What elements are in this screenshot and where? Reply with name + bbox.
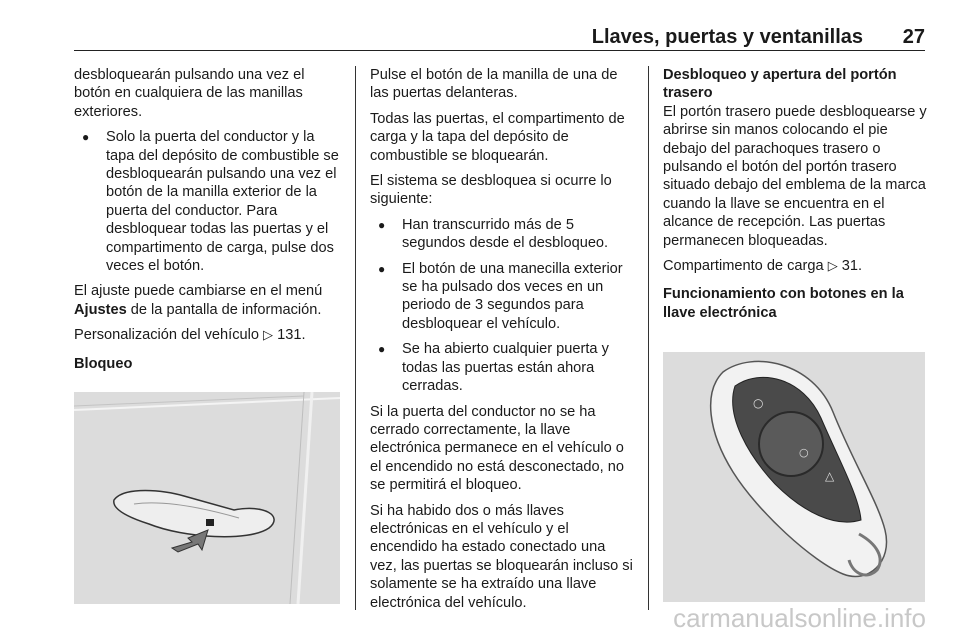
column-1: [74, 66, 342, 380]
column-3: [663, 66, 927, 329]
svg-text:○: ○: [753, 396, 764, 410]
electronic-key-illustration: [663, 352, 925, 602]
paragraph: El portón trasero puede desbloquearse y abrirse sin manos colocando el pie debajo del parachoques trasero o pulsando el botón del portón trasero situado debajo del emblema de la marca cuando la llave se encuentra en el alcance de recepción. Las puertas permanecen bloqueadas.: [663, 103, 927, 249]
continuation-text: desbloquearán pulsando una vez el botón en cualquiera de las manillas exteriores.: [74, 67, 305, 120]
paragraph: Si la puerta del conductor no se ha cerrado correctamente, la llave electrónica permanece en el vehículo o el encendido no está desconectado, no se permitirá el bloqueo.: [370, 403, 624, 494]
header-rule: [74, 50, 925, 51]
column-2: [370, 66, 636, 619]
settings-menu-label: Ajustes: [74, 301, 127, 318]
list-item: ● Han transcurrido más de 5 segundos desde el desbloqueo.: [370, 216, 636, 253]
paragraph: Todas las puertas, el compartimento de carga y la tapa del depósito de combustible se bloquearán.: [370, 110, 625, 164]
bullet-list: [370, 216, 636, 396]
settings-paragraph: El ajuste puede cambiarse en el menú Ajustes de la pantalla de información.: [74, 283, 323, 318]
section-heading-key-buttons: Funcionamiento con botones en la llave electrónica: [663, 286, 904, 321]
column-divider: [648, 66, 649, 610]
section-heading-bloqueo: Bloqueo: [74, 355, 133, 372]
cross-reference[interactable]: Compartimento de carga ▷ 31.: [663, 258, 863, 275]
reference-arrow-icon: ▷: [827, 258, 838, 274]
cross-reference[interactable]: Personalización del vehículo ▷ 131.: [74, 327, 306, 344]
list-item: ● Solo la puerta del conductor y la tapa del depósito de combustible se desbloquearán pulsando una vez el botón de la manilla exterior de la puerta del conductor. Para desbloquear todas las puertas y el compartimento de carga, pulse dos veces el botón.: [74, 128, 342, 275]
section-heading-tailgate: Desbloqueo y apertura del portón trasero: [663, 67, 897, 102]
svg-text:○: ○: [799, 446, 809, 459]
svg-text:△: △: [825, 469, 835, 483]
door-handle-illustration: [74, 392, 340, 604]
page-title: Llaves, puertas y ventanillas: [591, 26, 863, 48]
paragraph: El sistema se desbloquea si ocurre lo siguiente:: [370, 173, 612, 208]
page-number: 27: [902, 26, 925, 48]
bullet-list: [74, 128, 342, 275]
paragraph: Pulse el botón de la manilla de una de las puertas delanteras.: [370, 67, 618, 102]
watermark: carmanualsonline.info: [673, 603, 926, 633]
list-item: ● Se ha abierto cualquier puerta y todas las puertas están ahora cerradas.: [370, 340, 636, 395]
paragraph: Si ha habido dos o más llaves electrónicas en el vehículo y el encendido ha estado conectado una vez, las puertas se bloquearán incluso si solamente se ha extraído una llave electrónica del vehículo.: [370, 502, 633, 611]
page-header: [74, 26, 925, 50]
list-item: ● El botón de una manecilla exterior se ha pulsado dos veces en un periodo de 3 segundos para desbloquear el vehículo.: [370, 260, 636, 334]
reference-arrow-icon: ▷: [263, 327, 274, 343]
column-divider: [355, 66, 356, 610]
